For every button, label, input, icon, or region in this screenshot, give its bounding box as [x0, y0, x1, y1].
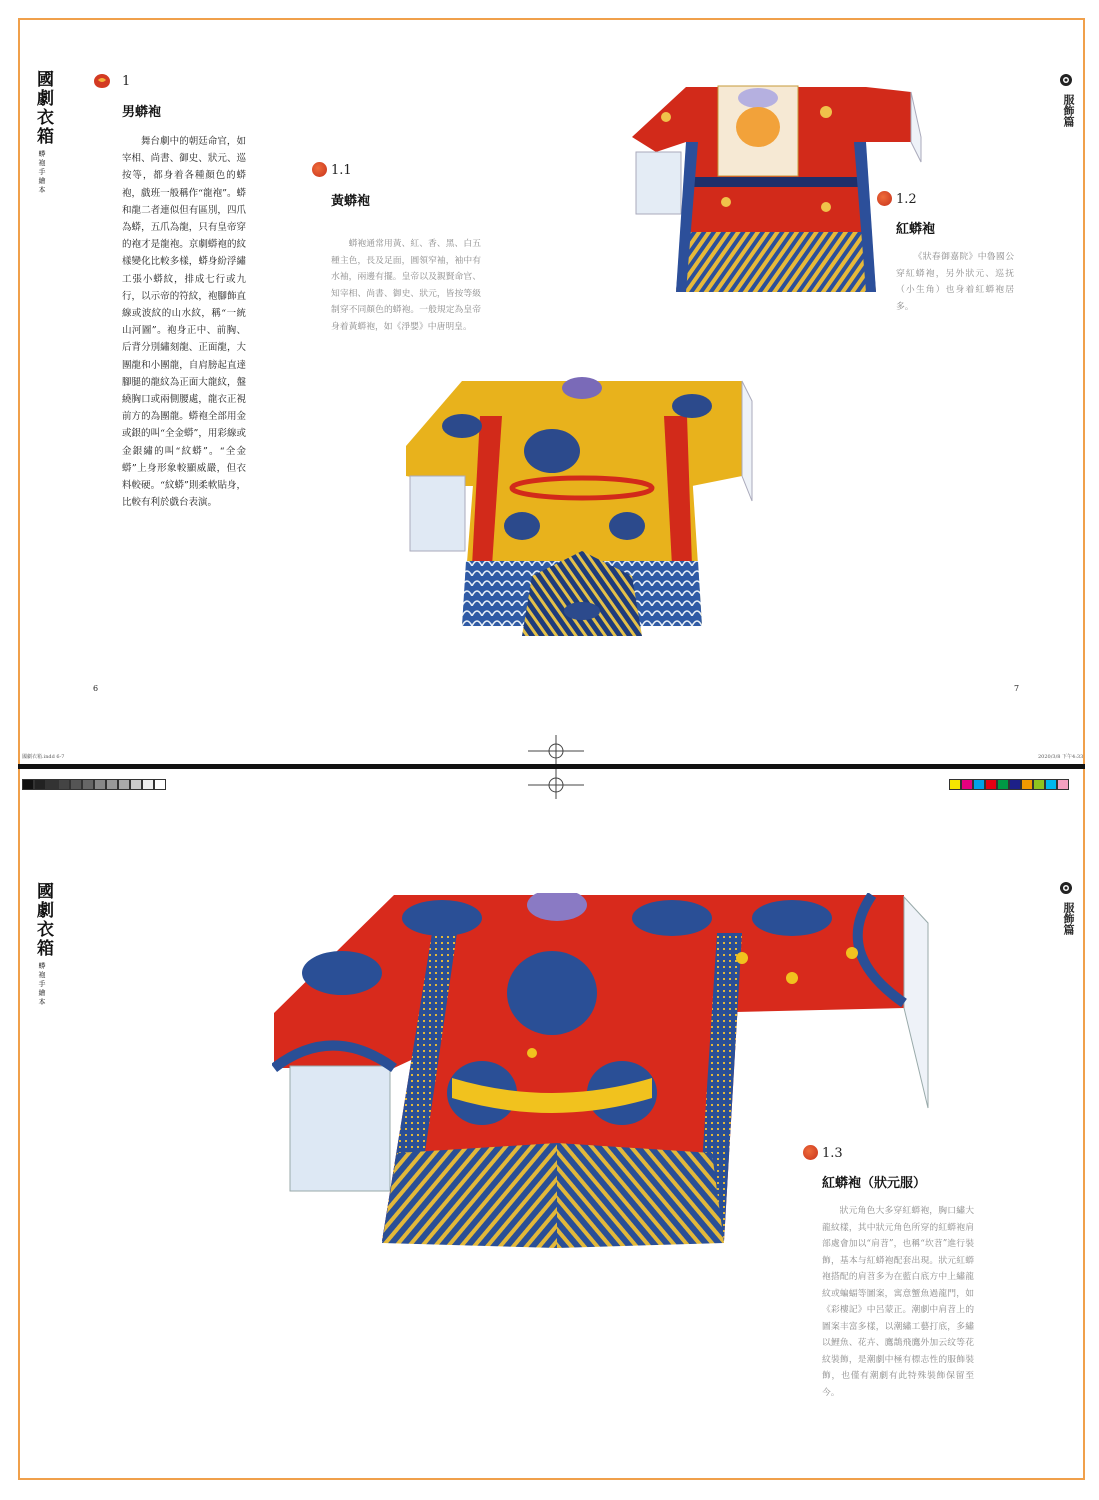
section-1-3-heading: 紅蟒袍（狀元服）	[822, 1176, 927, 1191]
color-bar	[949, 779, 1069, 790]
tab-circle-icon	[1059, 72, 1073, 91]
book-title-vertical: 國劇衣箱	[33, 70, 53, 146]
section-1-2-number: 1.2	[896, 192, 917, 207]
section-1-3-number: 1.3	[822, 1146, 843, 1161]
scholar-red-robe-illustration	[272, 893, 932, 1253]
print-slug-right: 2020/3/8 下午4:33	[1038, 754, 1084, 760]
section-tab-label: 服飾篇	[1062, 902, 1075, 935]
section-1-1-body: 蟒袍通常用黃、紅、香、黑、白五種主色，長及足面，圓領窄袖，袖中有水袖，兩邊有擺。皇帝以及親賢命官、知宰相、尚書、御史、狀元，皆按等級制穿不同顏色的蟒袍。一般規定為皇帝身着黃蟒袍，如《淨嬰》中唐明皇。	[331, 239, 481, 332]
seal-icon	[92, 72, 112, 94]
grayscale-bar	[22, 779, 166, 790]
section-tab-label: 服飾篇	[1062, 94, 1075, 127]
print-slug-left: 國劇衣箱.indd 6-7	[22, 754, 65, 760]
tab-circle-icon	[1059, 880, 1073, 899]
page-number-right: 7	[1014, 684, 1020, 693]
book-subtitle-vertical: 蟒袍手繪本	[38, 962, 46, 1007]
section-1-3-body: 狀元角色大多穿紅蟒袍，胸口繡大龍紋樣，其中狀元角色所穿的紅蟒袍肩部處會加以“肩苕”，也稱“坎苕”進行裝飾，基本与紅蟒袍配套出現。狀元紅蟒袍搭配的肩苕多为在藍白底方中上繡龍紋或蝙蝠等圖案，寓意蟹魚過龍門，如《彩樓記》中呂蒙正。潮劇中肩苕上的圖案丰富多樣，以潮繡工藝打底，多繡以鯉魚、花卉、鷹鵲飛鷹外加云纹等花紋裝飾，是潮劇中極有標志性的服飾裝飾，也僅有潮劇有此特殊裝飾保留至今。	[822, 1206, 974, 1398]
spread-divider	[18, 764, 1085, 769]
red-robe-illustration	[626, 82, 926, 302]
seal-icon	[803, 1145, 818, 1164]
book-subtitle-vertical: 蟒袍手繪本	[38, 150, 46, 195]
section-1-number: 1	[122, 74, 131, 89]
seal-icon	[312, 162, 327, 181]
book-title-vertical: 國劇衣箱	[33, 882, 53, 958]
section-1-heading: 男蟒袍	[122, 105, 162, 120]
section-1-2-heading: 紅蟒袍	[896, 222, 936, 237]
section-1-2-body: 《狀春御嘉院》中魯國公穿紅蟒袍，另外狀元、巡抚（小生角）也身着紅蟒袍居多。	[896, 252, 1014, 312]
section-1-1-heading: 黃蟒袍	[331, 194, 371, 209]
yellow-robe-illustration	[402, 376, 762, 661]
page-number-left: 6	[93, 684, 99, 693]
section-1-1-number: 1.1	[331, 163, 352, 178]
section-1-body: 舞台劇中的朝廷命官，如宰相、尚書、御史、狀元、巡按等，都身着各種顏色的蟒袍，戲班一般稱作“龍袍”。蟒和龍二者連似但有區別，四爪為蟒，五爪為龍，只有皇帝穿的袍才是龍袍。京劇蟒袍的紋樣變化比較多樣，蟒身紛浮繡工張小蟒紋，排成七行或九行，以示帝的符紋，袍腳飾直線或波紋的山水紋，稱“一統山河圖”。袍身正中、前胸、后背分別繡刻龍、正面龍，大團龍和小團龍，自肩膀起直達腳腿的龍紋為正面大龍紋，盤繞胸口或兩側腰處，龍衣正視前方的為團龍。蟒袍全部用金或銀的叫“全金蟒”，用彩線或金銀繡的叫“紋蟒”。“全金蟒”上身形象較顯威嚴，但衣料較硬。“紋蟒”則柔軟貼身，比較有利於戲台表演。	[122, 136, 246, 509]
